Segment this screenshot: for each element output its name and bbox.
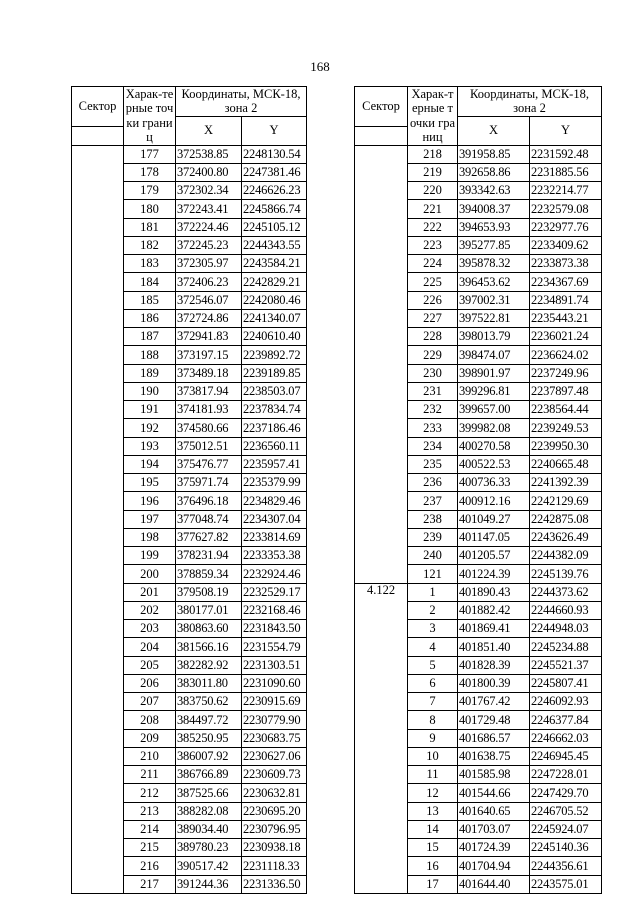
x-coordinate-cell: 372243.41 <box>176 200 242 218</box>
sector-cell: 4.122 <box>355 583 408 893</box>
header-x: X <box>458 116 530 145</box>
y-coordinate-cell: 2231090.60 <box>242 674 307 692</box>
point-number-cell: 232 <box>408 401 458 419</box>
x-coordinate-cell: 372224.46 <box>176 218 242 236</box>
point-number-cell: 187 <box>124 328 176 346</box>
table-row <box>355 145 602 163</box>
table-row <box>72 145 307 163</box>
point-number-cell: 235 <box>408 455 458 473</box>
x-coordinate-cell: 372406.23 <box>176 273 242 291</box>
x-coordinate-cell: 375012.51 <box>176 437 242 455</box>
x-coordinate-cell: 386007.92 <box>176 747 242 765</box>
y-coordinate-cell: 2237249.96 <box>530 364 602 382</box>
coordinates-table-right <box>354 86 602 894</box>
x-coordinate-cell: 386766.89 <box>176 766 242 784</box>
y-coordinate-cell: 2231843.50 <box>242 620 307 638</box>
x-coordinate-cell: 401147.05 <box>458 528 530 546</box>
point-number-cell: 183 <box>124 255 176 273</box>
x-coordinate-cell: 395878.32 <box>458 255 530 273</box>
x-coordinate-cell: 374580.66 <box>176 419 242 437</box>
y-coordinate-cell: 2246945.45 <box>530 747 602 765</box>
point-number-cell: 218 <box>408 145 458 163</box>
point-number-cell: 219 <box>408 163 458 181</box>
y-coordinate-cell: 2243626.49 <box>530 528 602 546</box>
point-number-cell: 198 <box>124 528 176 546</box>
header-sector: Сектор <box>72 87 124 127</box>
point-number-cell: 228 <box>408 328 458 346</box>
x-coordinate-cell: 385250.95 <box>176 729 242 747</box>
x-coordinate-cell: 400912.16 <box>458 492 530 510</box>
point-number-cell: 227 <box>408 309 458 327</box>
x-coordinate-cell: 389780.23 <box>176 839 242 857</box>
point-number-cell: 186 <box>124 309 176 327</box>
x-coordinate-cell: 401686.57 <box>458 729 530 747</box>
y-coordinate-cell: 2230796.95 <box>242 820 307 838</box>
y-coordinate-cell: 2239892.72 <box>242 346 307 364</box>
x-coordinate-cell: 401640.65 <box>458 802 530 820</box>
y-coordinate-cell: 2232977.76 <box>530 218 602 236</box>
x-coordinate-cell: 398013.79 <box>458 328 530 346</box>
point-number-cell: 211 <box>124 766 176 784</box>
y-coordinate-cell: 2245924.07 <box>530 820 602 838</box>
point-number-cell: 7 <box>408 693 458 711</box>
x-coordinate-cell: 374181.93 <box>176 401 242 419</box>
x-coordinate-cell: 378231.94 <box>176 547 242 565</box>
y-coordinate-cell: 2230938.18 <box>242 839 307 857</box>
point-number-cell: 238 <box>408 510 458 528</box>
page-number: 168 <box>310 59 330 74</box>
y-coordinate-cell: 2245105.12 <box>242 218 307 236</box>
point-number-cell: 5 <box>408 656 458 674</box>
header-sector: Сектор <box>355 87 408 127</box>
x-coordinate-cell: 372724.86 <box>176 309 242 327</box>
point-number-cell: 189 <box>124 364 176 382</box>
y-coordinate-cell: 2236624.02 <box>530 346 602 364</box>
y-coordinate-cell: 2234367.69 <box>530 273 602 291</box>
point-number-cell: 204 <box>124 638 176 656</box>
x-coordinate-cell: 401800.39 <box>458 674 530 692</box>
x-coordinate-cell: 390517.42 <box>176 857 242 875</box>
point-number-cell: 177 <box>124 145 176 163</box>
header-y: Y <box>242 116 307 145</box>
x-coordinate-cell: 401704.94 <box>458 857 530 875</box>
point-number-cell: 12 <box>408 784 458 802</box>
point-number-cell: 182 <box>124 236 176 254</box>
y-coordinate-cell: 2243575.01 <box>530 875 602 893</box>
x-coordinate-cell: 372941.83 <box>176 328 242 346</box>
point-number-cell: 200 <box>124 565 176 583</box>
x-coordinate-cell: 373817.94 <box>176 382 242 400</box>
x-coordinate-cell: 395277.85 <box>458 236 530 254</box>
point-number-cell: 4 <box>408 638 458 656</box>
x-coordinate-cell: 401703.07 <box>458 820 530 838</box>
x-coordinate-cell: 381566.16 <box>176 638 242 656</box>
x-coordinate-cell: 401869.41 <box>458 620 530 638</box>
point-number-cell: 17 <box>408 875 458 893</box>
y-coordinate-cell: 2246377.84 <box>530 711 602 729</box>
y-coordinate-cell: 2234891.74 <box>530 291 602 309</box>
x-coordinate-cell: 373197.15 <box>176 346 242 364</box>
y-coordinate-cell: 2230632.81 <box>242 784 307 802</box>
point-number-cell: 199 <box>124 547 176 565</box>
point-number-cell: 1 <box>408 583 458 601</box>
x-coordinate-cell: 375476.77 <box>176 455 242 473</box>
y-coordinate-cell: 2234307.04 <box>242 510 307 528</box>
x-coordinate-cell: 401544.66 <box>458 784 530 802</box>
point-number-cell: 217 <box>124 875 176 893</box>
point-number-cell: 190 <box>124 382 176 400</box>
x-coordinate-cell: 377627.82 <box>176 528 242 546</box>
point-number-cell: 223 <box>408 236 458 254</box>
point-number-cell: 2 <box>408 601 458 619</box>
x-coordinate-cell: 396453.62 <box>458 273 530 291</box>
y-coordinate-cell: 2245140.36 <box>530 839 602 857</box>
y-coordinate-cell: 2246705.52 <box>530 802 602 820</box>
point-number-cell: 195 <box>124 474 176 492</box>
point-number-cell: 207 <box>124 693 176 711</box>
point-number-cell: 185 <box>124 291 176 309</box>
y-coordinate-cell: 2233873.38 <box>530 255 602 273</box>
point-number-cell: 226 <box>408 291 458 309</box>
point-number-cell: 239 <box>408 528 458 546</box>
y-coordinate-cell: 2236021.24 <box>530 328 602 346</box>
x-coordinate-cell: 391244.36 <box>176 875 242 893</box>
y-coordinate-cell: 2237186.46 <box>242 419 307 437</box>
point-number-cell: 206 <box>124 674 176 692</box>
y-coordinate-cell: 2237897.48 <box>530 382 602 400</box>
x-coordinate-cell: 401205.57 <box>458 547 530 565</box>
y-coordinate-cell: 2231118.33 <box>242 857 307 875</box>
sector-cell <box>355 145 408 583</box>
y-coordinate-cell: 2230915.69 <box>242 693 307 711</box>
y-coordinate-cell: 2242875.08 <box>530 510 602 528</box>
y-coordinate-cell: 2248130.54 <box>242 145 307 163</box>
y-coordinate-cell: 2235957.41 <box>242 455 307 473</box>
point-number-cell: 225 <box>408 273 458 291</box>
point-number-cell: 222 <box>408 218 458 236</box>
x-coordinate-cell: 378859.34 <box>176 565 242 583</box>
y-coordinate-cell: 2247381.46 <box>242 163 307 181</box>
y-coordinate-cell: 2230609.73 <box>242 766 307 784</box>
y-coordinate-cell: 2234829.46 <box>242 492 307 510</box>
y-coordinate-cell: 2241392.39 <box>530 474 602 492</box>
x-coordinate-cell: 372546.07 <box>176 291 242 309</box>
point-number-cell: 180 <box>124 200 176 218</box>
point-number-cell: 203 <box>124 620 176 638</box>
x-coordinate-cell: 401644.40 <box>458 875 530 893</box>
y-coordinate-cell: 2232924.46 <box>242 565 307 583</box>
y-coordinate-cell: 2235443.21 <box>530 309 602 327</box>
x-coordinate-cell: 380863.60 <box>176 620 242 638</box>
point-number-cell: 212 <box>124 784 176 802</box>
x-coordinate-cell: 382282.92 <box>176 656 242 674</box>
point-number-cell: 220 <box>408 182 458 200</box>
x-coordinate-cell: 400270.58 <box>458 437 530 455</box>
y-coordinate-cell: 2232529.17 <box>242 583 307 601</box>
y-coordinate-cell: 2230683.75 <box>242 729 307 747</box>
point-number-cell: 208 <box>124 711 176 729</box>
point-number-cell: 240 <box>408 547 458 565</box>
x-coordinate-cell: 377048.74 <box>176 510 242 528</box>
point-number-cell: 221 <box>408 200 458 218</box>
x-coordinate-cell: 372245.23 <box>176 236 242 254</box>
y-coordinate-cell: 2233409.62 <box>530 236 602 254</box>
y-coordinate-cell: 2239950.30 <box>530 437 602 455</box>
x-coordinate-cell: 391958.85 <box>458 145 530 163</box>
x-coordinate-cell: 375971.74 <box>176 474 242 492</box>
y-coordinate-cell: 2245866.74 <box>242 200 307 218</box>
x-coordinate-cell: 401585.98 <box>458 766 530 784</box>
x-coordinate-cell: 372305.97 <box>176 255 242 273</box>
x-coordinate-cell: 393342.63 <box>458 182 530 200</box>
point-number-cell: 202 <box>124 601 176 619</box>
x-coordinate-cell: 394008.37 <box>458 200 530 218</box>
x-coordinate-cell: 401638.75 <box>458 747 530 765</box>
point-number-cell: 14 <box>408 820 458 838</box>
y-coordinate-cell: 2244343.55 <box>242 236 307 254</box>
y-coordinate-cell: 2245521.37 <box>530 656 602 674</box>
y-coordinate-cell: 2242129.69 <box>530 492 602 510</box>
y-coordinate-cell: 2246662.03 <box>530 729 602 747</box>
y-coordinate-cell: 2239249.53 <box>530 419 602 437</box>
point-number-cell: 205 <box>124 656 176 674</box>
point-number-cell: 224 <box>408 255 458 273</box>
point-number-cell: 236 <box>408 474 458 492</box>
x-coordinate-cell: 388282.08 <box>176 802 242 820</box>
y-coordinate-cell: 2233353.38 <box>242 547 307 565</box>
y-coordinate-cell: 2240610.40 <box>242 328 307 346</box>
y-coordinate-cell: 2238503.07 <box>242 382 307 400</box>
x-coordinate-cell: 401882.42 <box>458 601 530 619</box>
point-number-cell: 214 <box>124 820 176 838</box>
y-coordinate-cell: 2231336.50 <box>242 875 307 893</box>
point-number-cell: 229 <box>408 346 458 364</box>
x-coordinate-cell: 401767.42 <box>458 693 530 711</box>
point-number-cell: 11 <box>408 766 458 784</box>
x-coordinate-cell: 399296.81 <box>458 382 530 400</box>
y-coordinate-cell: 2241340.07 <box>242 309 307 327</box>
y-coordinate-cell: 2230695.20 <box>242 802 307 820</box>
y-coordinate-cell: 2245807.41 <box>530 674 602 692</box>
x-coordinate-cell: 383750.62 <box>176 693 242 711</box>
point-number-cell: 193 <box>124 437 176 455</box>
x-coordinate-cell: 387525.66 <box>176 784 242 802</box>
header-coords-group: Координаты, МСК-18, зона 2 <box>458 87 602 117</box>
x-coordinate-cell: 401851.40 <box>458 638 530 656</box>
point-number-cell: 15 <box>408 839 458 857</box>
y-coordinate-cell: 2244382.09 <box>530 547 602 565</box>
sector-cell <box>72 145 124 893</box>
y-coordinate-cell: 2232579.08 <box>530 200 602 218</box>
point-number-cell: 16 <box>408 857 458 875</box>
point-number-cell: 6 <box>408 674 458 692</box>
header-sector-continuation <box>355 127 408 145</box>
y-coordinate-cell: 2231885.56 <box>530 163 602 181</box>
y-coordinate-cell: 2245234.88 <box>530 638 602 656</box>
point-number-cell: 9 <box>408 729 458 747</box>
header-y: Y <box>530 116 602 145</box>
x-coordinate-cell: 398901.97 <box>458 364 530 382</box>
y-coordinate-cell: 2230627.06 <box>242 747 307 765</box>
point-number-cell: 184 <box>124 273 176 291</box>
point-number-cell: 201 <box>124 583 176 601</box>
y-coordinate-cell: 2244660.93 <box>530 601 602 619</box>
y-coordinate-cell: 2230779.90 <box>242 711 307 729</box>
y-coordinate-cell: 2237834.74 <box>242 401 307 419</box>
point-number-cell: 192 <box>124 419 176 437</box>
x-coordinate-cell: 373489.18 <box>176 364 242 382</box>
y-coordinate-cell: 2244948.03 <box>530 620 602 638</box>
y-coordinate-cell: 2242080.46 <box>242 291 307 309</box>
x-coordinate-cell: 400522.53 <box>458 455 530 473</box>
y-coordinate-cell: 2236560.11 <box>242 437 307 455</box>
point-number-cell: 194 <box>124 455 176 473</box>
y-coordinate-cell: 2246092.93 <box>530 693 602 711</box>
point-number-cell: 215 <box>124 839 176 857</box>
point-number-cell: 230 <box>408 364 458 382</box>
point-number-cell: 196 <box>124 492 176 510</box>
point-number-cell: 13 <box>408 802 458 820</box>
header-x: X <box>176 116 242 145</box>
point-number-cell: 234 <box>408 437 458 455</box>
point-number-cell: 179 <box>124 182 176 200</box>
y-coordinate-cell: 2231303.51 <box>242 656 307 674</box>
x-coordinate-cell: 380177.01 <box>176 601 242 619</box>
x-coordinate-cell: 401224.39 <box>458 565 530 583</box>
header-points: Харак-терные точки границ <box>408 87 458 146</box>
header-coords-group: Координаты, МСК-18, зона 2 <box>176 87 307 117</box>
y-coordinate-cell: 2246626.23 <box>242 182 307 200</box>
x-coordinate-cell: 401049.27 <box>458 510 530 528</box>
x-coordinate-cell: 379508.19 <box>176 583 242 601</box>
point-number-cell: 121 <box>408 565 458 583</box>
y-coordinate-cell: 2232168.46 <box>242 601 307 619</box>
x-coordinate-cell: 372400.80 <box>176 163 242 181</box>
x-coordinate-cell: 392658.86 <box>458 163 530 181</box>
header-sector-continuation <box>72 127 124 145</box>
point-number-cell: 213 <box>124 802 176 820</box>
y-coordinate-cell: 2242829.21 <box>242 273 307 291</box>
point-number-cell: 10 <box>408 747 458 765</box>
y-coordinate-cell: 2239189.85 <box>242 364 307 382</box>
point-number-cell: 237 <box>408 492 458 510</box>
point-number-cell: 233 <box>408 419 458 437</box>
point-number-cell: 210 <box>124 747 176 765</box>
y-coordinate-cell: 2244373.62 <box>530 583 602 601</box>
x-coordinate-cell: 399657.00 <box>458 401 530 419</box>
point-number-cell: 216 <box>124 857 176 875</box>
point-number-cell: 188 <box>124 346 176 364</box>
point-number-cell: 209 <box>124 729 176 747</box>
x-coordinate-cell: 400736.33 <box>458 474 530 492</box>
x-coordinate-cell: 401890.43 <box>458 583 530 601</box>
x-coordinate-cell: 397002.31 <box>458 291 530 309</box>
y-coordinate-cell: 2238564.44 <box>530 401 602 419</box>
x-coordinate-cell: 397522.81 <box>458 309 530 327</box>
point-number-cell: 178 <box>124 163 176 181</box>
point-number-cell: 8 <box>408 711 458 729</box>
x-coordinate-cell: 401828.39 <box>458 656 530 674</box>
point-number-cell: 3 <box>408 620 458 638</box>
x-coordinate-cell: 394653.93 <box>458 218 530 236</box>
x-coordinate-cell: 372302.34 <box>176 182 242 200</box>
x-coordinate-cell: 383011.80 <box>176 674 242 692</box>
y-coordinate-cell: 2233814.69 <box>242 528 307 546</box>
x-coordinate-cell: 372538.85 <box>176 145 242 163</box>
y-coordinate-cell: 2231554.79 <box>242 638 307 656</box>
point-number-cell: 231 <box>408 382 458 400</box>
x-coordinate-cell: 401724.39 <box>458 839 530 857</box>
x-coordinate-cell: 399982.08 <box>458 419 530 437</box>
header-points: Харак-терные точки границ <box>124 87 176 146</box>
y-coordinate-cell: 2235379.99 <box>242 474 307 492</box>
y-coordinate-cell: 2240665.48 <box>530 455 602 473</box>
point-number-cell: 181 <box>124 218 176 236</box>
x-coordinate-cell: 401729.48 <box>458 711 530 729</box>
point-number-cell: 197 <box>124 510 176 528</box>
coordinates-table-left <box>71 86 307 894</box>
y-coordinate-cell: 2245139.76 <box>530 565 602 583</box>
x-coordinate-cell: 384497.72 <box>176 711 242 729</box>
y-coordinate-cell: 2247228.01 <box>530 766 602 784</box>
y-coordinate-cell: 2247429.70 <box>530 784 602 802</box>
x-coordinate-cell: 398474.07 <box>458 346 530 364</box>
point-number-cell: 191 <box>124 401 176 419</box>
y-coordinate-cell: 2243584.21 <box>242 255 307 273</box>
x-coordinate-cell: 389034.40 <box>176 820 242 838</box>
y-coordinate-cell: 2244356.61 <box>530 857 602 875</box>
table-row <box>355 583 602 601</box>
y-coordinate-cell: 2231592.48 <box>530 145 602 163</box>
x-coordinate-cell: 376496.18 <box>176 492 242 510</box>
y-coordinate-cell: 2232214.77 <box>530 182 602 200</box>
